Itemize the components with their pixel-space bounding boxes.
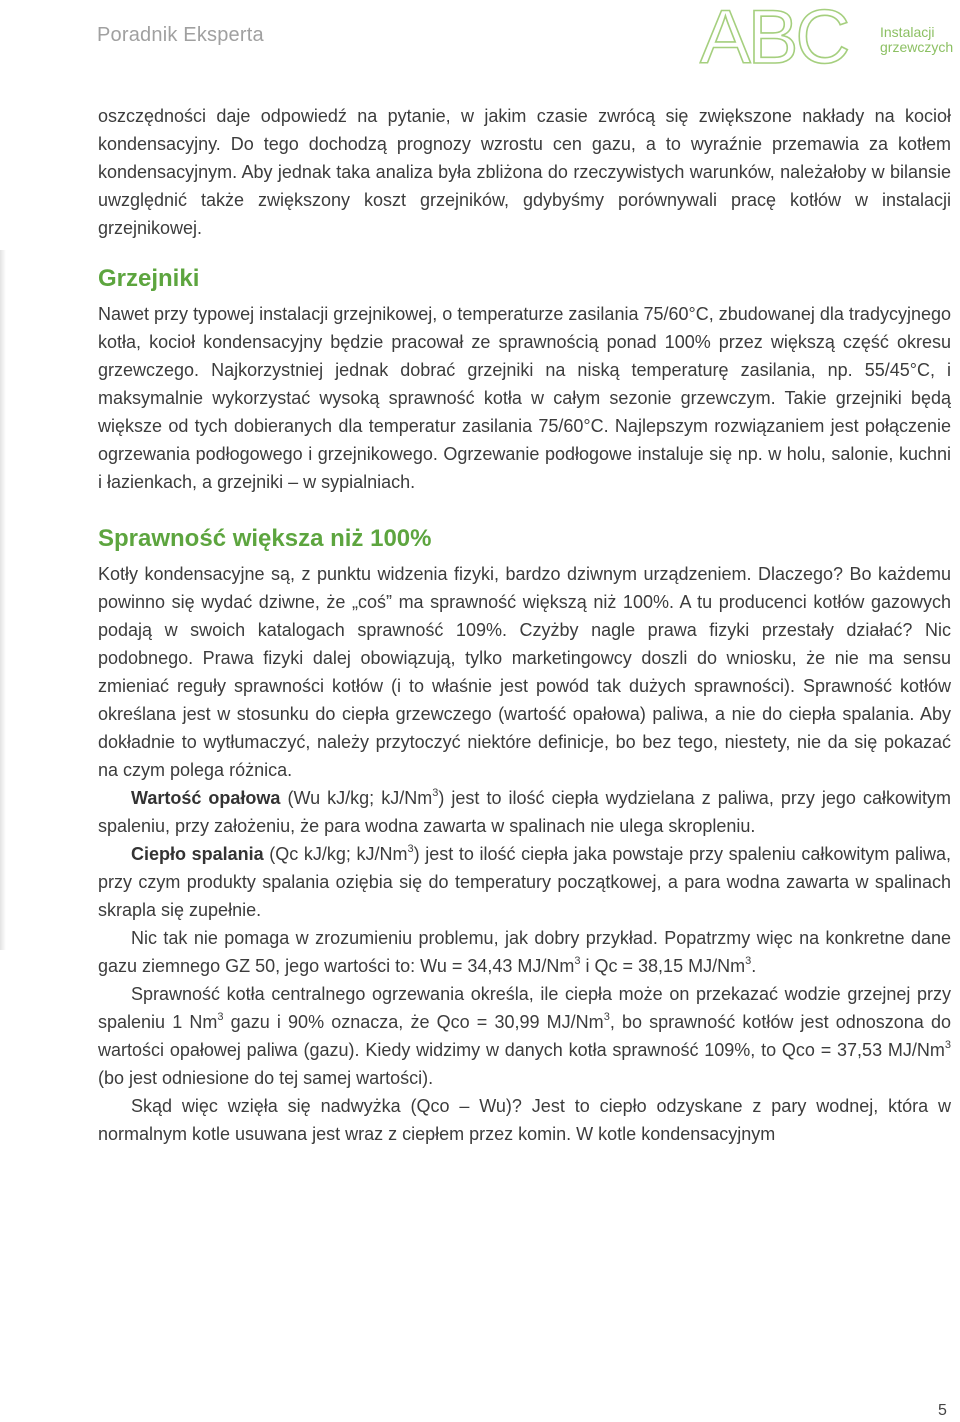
term-cieplo-spalania: Ciepło spalania — [131, 844, 264, 864]
logo-sub-line2: grzewczych — [880, 39, 954, 55]
article-body — [98, 102, 951, 1148]
definition-cieplo-spalania: Ciepło spalania (Qc kJ/kg; kJ/Nm$^3$) jest to ilość ciepła jaka powstaje przy spaleniu całkowitym paliwa, przy czym produkty spalania oziębia się do temperatury początkowej, a para wodna zawarta w spalinach skrapla się zupełnie. — [98, 843, 951, 920]
abc-logo — [700, 0, 960, 80]
page-header — [0, 0, 960, 80]
term-wartosc-opalowa: Wartość opałowa — [131, 788, 281, 808]
grzejniki-paragraph: Nawet przy typowej instalacji grzejnikowej, o temperaturze zasilania 75/60°C, zbudowanej dla tradycyjnego kotła, kocioł kondensacyjny będzie pracował ze sprawnością ponad 100% przez większą część okresu grzewczego. Najkorzystniej jednak dobrać grzejniki na niską temperaturę zasilania, np. 55/45°C, i maksymalnie wykorzystać wysoką sprawność kotła w całym sezonie grzewczym. Takie grzejniki będą większe od tych dobieranych dla temperatur zasilania 75/60°C. Najlepszym rozwiązaniem jest połączenie ogrzewania podłogowego i grzejnikowego. Ogrzewanie podłogowe instaluje się np. w holu, salonie, kuchni i łazienkach, a grzejniki – w sypialniach. — [98, 304, 951, 492]
efficiency-paragraph: Sprawność kotła centralnego ogrzewania określa, ile ciepła może on przekazać wodzie grzejnej przy spaleniu 1 Nm$^3$ gazu i 90% oznacza, że Qco = 30,99 MJ/Nm$^3$, bo sprawność kotłów jest odnoszona do wartości opałowej paliwa (gazu). Kiedy widzimy w danych kotła sprawność 109%, to Qco = 37,53 MJ/Nm$^3$ (bo jest odniesione do tej samej wartości). — [98, 984, 951, 1088]
logo-subtitle — [880, 25, 953, 55]
logo-letters: ABC — [700, 0, 848, 80]
closing-paragraph: Skąd więc wzięła się nadwyżka (Qco – Wu)? Jest to ciepło odzyskane z pary wodnej, która w normalnym kotle usuwana jest wraz z ciepłem przez komin. W kotle kondensacyjnym — [98, 1096, 951, 1144]
page-number: 5 — [938, 1402, 947, 1419]
example-paragraph: Nic tak nie pomaga w zrozumieniu problemu, jak dobry przykład. Popatrzmy więc na konkretne dane gazu ziemnego GZ 50, jego wartości to: Wu = 34,43 MJ/Nm$^3$ i Qc = 38,15 MJ/Nm$^3$. — [98, 928, 951, 976]
intro-paragraph: oszczędności daje odpowiedź na pytanie, w jakim czasie zwrócą się zwiększone nakłady na kocioł kondensacyjny. Do tego dochodzą prognozy wzrostu cen gazu, a to wyraźnie przemawia za kotłem kondensacyjnym. Aby jednak taka analiza była zbliżona do rzeczywistych warunków, należałoby w bilansie uwzględnić także zwiększony koszt grzejników, gdybyśmy porównywali pracę kotłów w instalacji grzejnikowej. — [98, 106, 951, 238]
definition-wartosc-opalowa: Wartość opałowa (Wu kJ/kg; kJ/Nm$^3$) jest to ilość ciepła wydzielana z paliwa, przy jego całkowitym spaleniu, przy założeniu, że para wodna zawarta w spalinach nie ulega skropleniu. — [98, 787, 952, 836]
section-heading-grzejniki: Grzejniki — [98, 265, 200, 292]
section-heading-sprawnosc: Sprawność większa niż 100% — [98, 525, 432, 552]
header-title: Poradnik Eksperta — [97, 24, 264, 46]
sprawnosc-paragraph-1: Kotły kondensacyjne są, z punktu widzenia fizyki, bardzo dziwnym urządzeniem. Dlaczego? Bo każdemu powinno się wydać dziwne, że „coś” ma sprawność większą niż 100%. A tu producenci kotłów gazowych podają w swoich katalogach sprawność 109%. Czyżby nagle prawa fizyki przestały działać? Nic podobnego. Prawa fizyki dalej obowiązują, tylko marketingowcy doszli do wniosku, że nie ma sensu zmieniać reguły sprawności kotłów (i to właśnie jest powód tak dużych sprawności). Sprawność kotłów określana jest w stosunku do ciepła grzewczego (wartość opałowa) paliwa, a nie do ciepła spalania. Aby dokładnie to wytłumaczyć, należy przytoczyć niektóre definicje, bo bez tego, niestety, nie da się pokazać na czym polega różnica. — [98, 564, 951, 780]
page-edge-shadow — [0, 250, 6, 950]
logo-sub-line1: Instalacji — [880, 24, 935, 40]
